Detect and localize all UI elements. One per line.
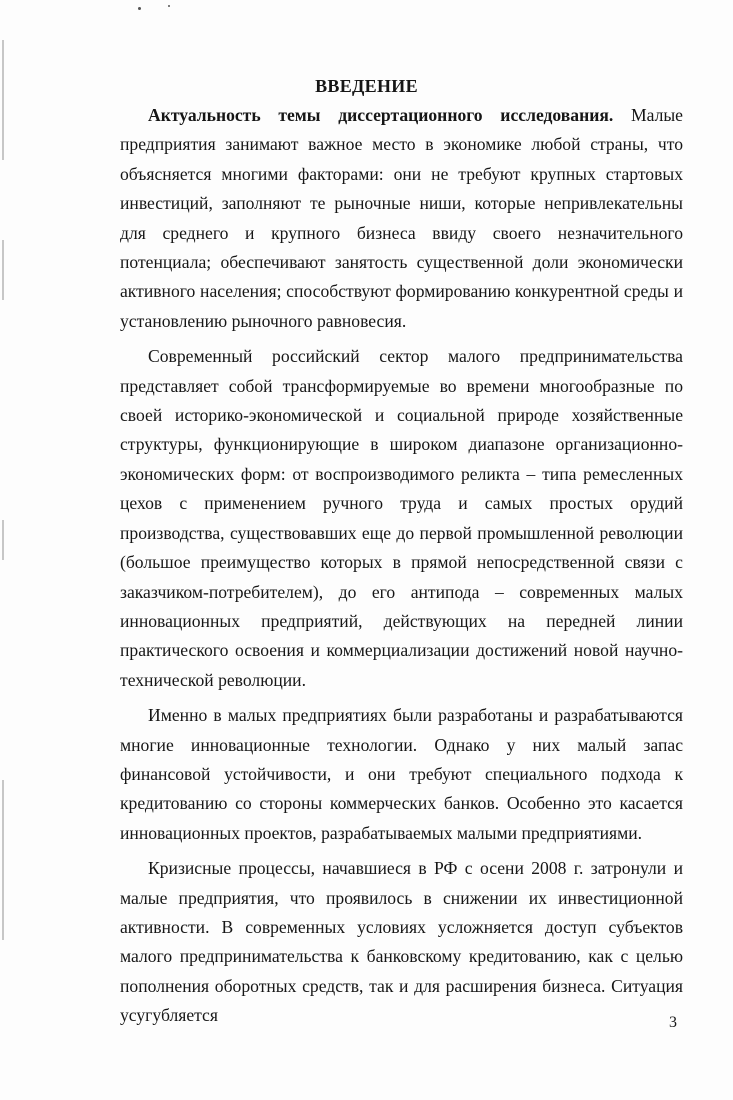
scan-margin-noise (2, 520, 4, 560)
page-number: 3 (669, 1014, 677, 1031)
paragraph-1 (120, 101, 683, 336)
paragraph-4: Кризисные процессы, начавшиеся в РФ с осени 2008 г. затронули и малые предприятия, что проявилось в снижении их инвестиционной активности. В современных условиях усложняется доступ субъектов малого предпринимательства к банковскому кредитованию, как с целью пополнения оборотных средств, так и для расширения бизнеса. Ситуация усугубляется (120, 858, 683, 1026)
scan-margin-noise (2, 40, 4, 160)
section-heading: ВВЕДЕНИЕ (315, 76, 418, 96)
paragraph-1-text: Малые предприятия занимают важное место в экономике любой страны, что объясняется многими факторами: они не требуют крупных стартовых инвестиций, заполняют те рыночные ниши, которые непривлекательны для среднего и крупного бизнеса ввиду своего незначительного потенциала; обеспечивают занятость существенной доли экономически активного населения; способствуют формированию конкурентной среды и установлению рыночного равновесия. (120, 105, 683, 331)
scan-speck (168, 5, 170, 7)
paragraph-1-lead: Актуальность темы диссертационного исследования. (148, 105, 614, 125)
paragraph-3: Именно в малых предприятиях были разработаны и разрабатываются многие инновационные технологии. Однако у них малый запас финансовой устойчивости, и они требуют специального подхода к кредитованию со стороны коммерческих банков. Особенно это касается инновационных проектов, разрабатываемых малыми предприятиями. (120, 705, 683, 843)
body-text (120, 101, 683, 1037)
paragraph-2: Современный российский сектор малого предпринимательства представляет собой трансформируемые во времени многообразные по своей историко-экономической и социальной природе хозяйственные структуры, функционирующие в широком диапазоне организационно-экономических форм: от воспроизводимого реликта – типа ремесленных цехов с применением ручного труда и самых простых орудий производства, существовавших еще до первой промышленной революции (большое преимущество которых в прямой непосредственной связи с заказчиком-потребителем), до его антипода – современных малых инновационных предприятий, действующих на передней линии практического освоения и коммерциализации достижений новой научно-технической революции. (120, 346, 683, 690)
scan-margin-noise (2, 240, 4, 300)
scan-margin-noise (2, 780, 4, 940)
scan-speck (138, 7, 141, 10)
